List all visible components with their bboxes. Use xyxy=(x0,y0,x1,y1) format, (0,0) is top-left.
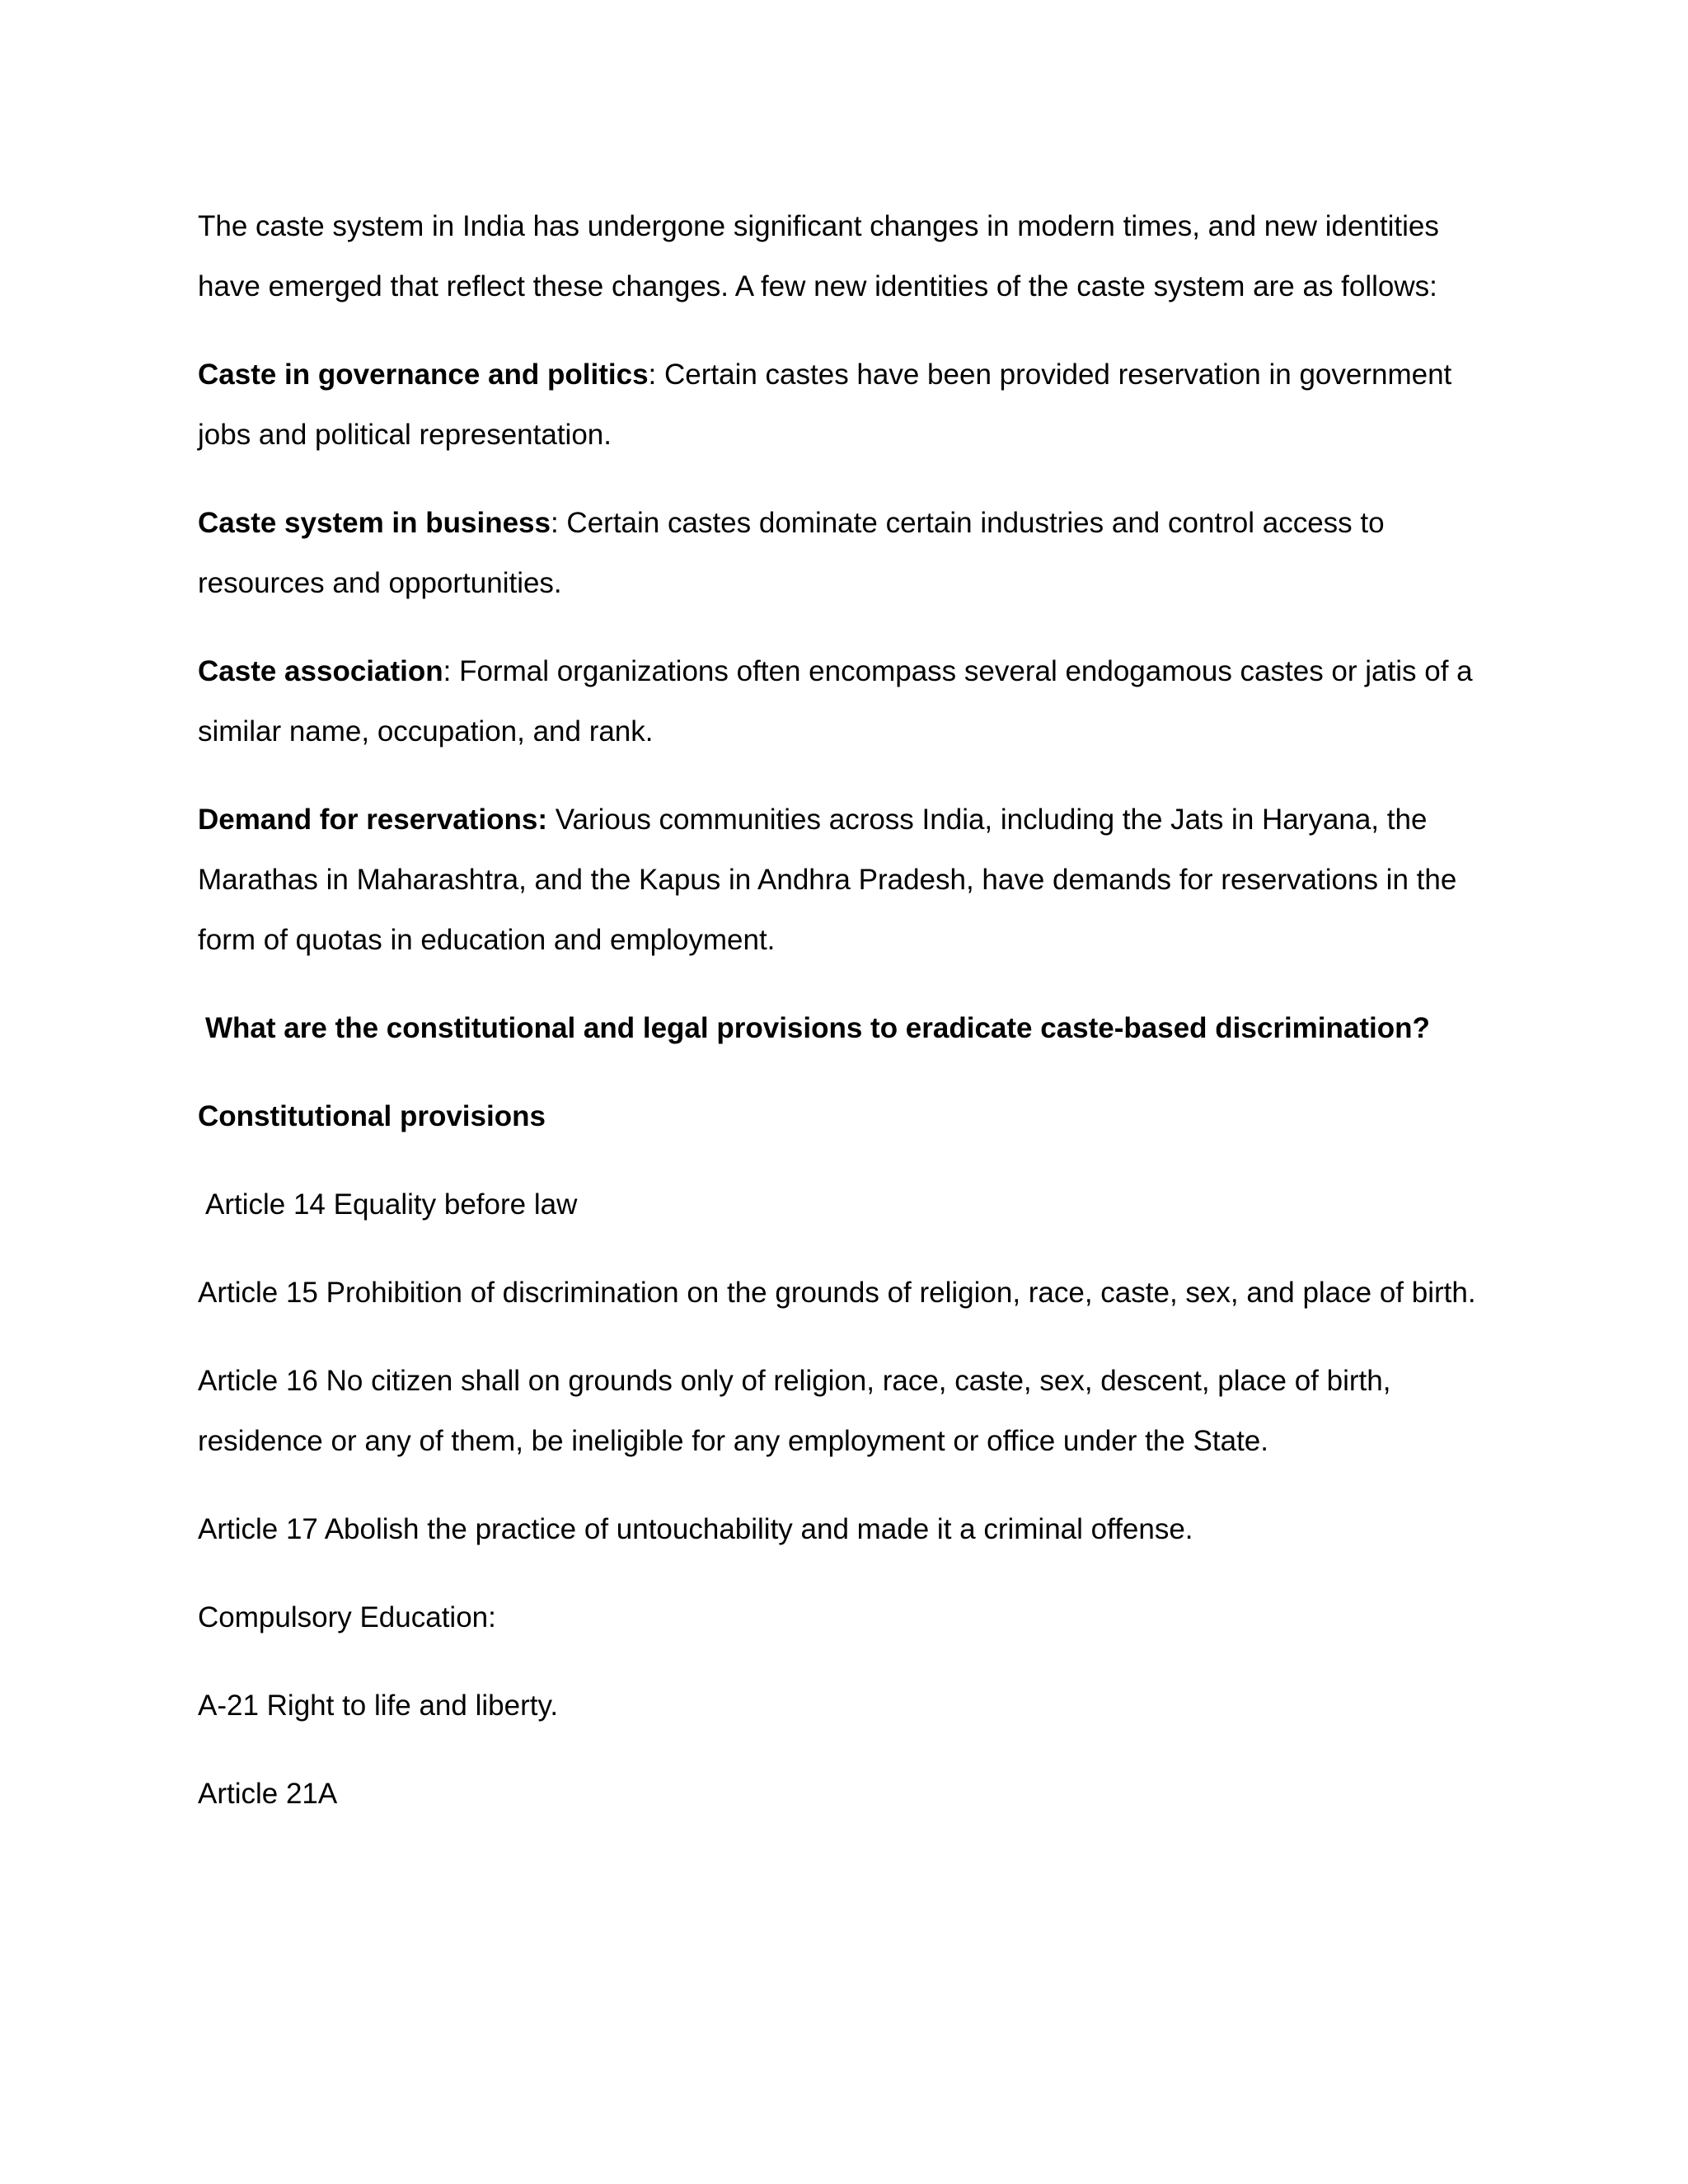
provision-a21: A-21 Right to life and liberty. xyxy=(198,1690,559,1722)
identity-term: Demand for reservations: xyxy=(198,804,548,836)
section-heading: Constitutional provisions xyxy=(198,1100,546,1132)
identity-separator: : xyxy=(443,655,452,687)
identity-text: Various communities across India, including the Jats in Haryana, the Marathas in Maharashtra, and the Kapus in Andhra Pradesh, have demands for reservations in the form of quotas in education and employment. xyxy=(198,804,1457,956)
provision-article-21a: Article 21A xyxy=(198,1778,338,1810)
question-heading: What are the constitutional and legal provisions to eradicate caste-based discrimination? xyxy=(205,1012,1430,1044)
identity-separator: : xyxy=(648,359,657,391)
provision-article-15: Article 15 Prohibition of discrimination on the grounds of religion, race, caste, sex, and place of birth. xyxy=(198,1277,1476,1309)
identity-term: Caste in governance and politics xyxy=(198,359,649,391)
provision-article-14: Article 14 Equality before law xyxy=(205,1188,578,1221)
provision-article-17: Article 17 Abolish the practice of untouchability and made it a criminal offense. xyxy=(198,1513,1193,1545)
identity-business xyxy=(198,493,1500,613)
identity-governance-politics xyxy=(198,344,1500,465)
identity-text: Certain castes have been provided reservation in government jobs and political representation. xyxy=(198,359,1452,451)
provision-compulsory-education: Compulsory Education: xyxy=(198,1601,496,1633)
identity-demand-reservations xyxy=(198,790,1500,970)
intro-paragraph: The caste system in India has undergone significant changes in modern times, and new identities have emerged that reflect these changes. A few new identities of the caste system are as follows: xyxy=(198,210,1439,302)
provision-article-16: Article 16 No citizen shall on grounds only of religion, race, caste, sex, descent, place of birth, residence or any of them, be ineligible for any employment or office under the State. xyxy=(198,1365,1391,1457)
identity-caste-association xyxy=(198,641,1500,762)
document-body xyxy=(198,196,1500,1852)
identity-separator: : xyxy=(550,507,559,539)
identity-term: Caste association xyxy=(198,655,443,687)
identity-text: Formal organizations often encompass several endogamous castes or jatis of a similar name, occupation, and rank. xyxy=(198,655,1473,748)
identity-term: Caste system in business xyxy=(198,507,551,539)
identity-text: Certain castes dominate certain industries and control access to resources and opportunities. xyxy=(198,507,1385,599)
